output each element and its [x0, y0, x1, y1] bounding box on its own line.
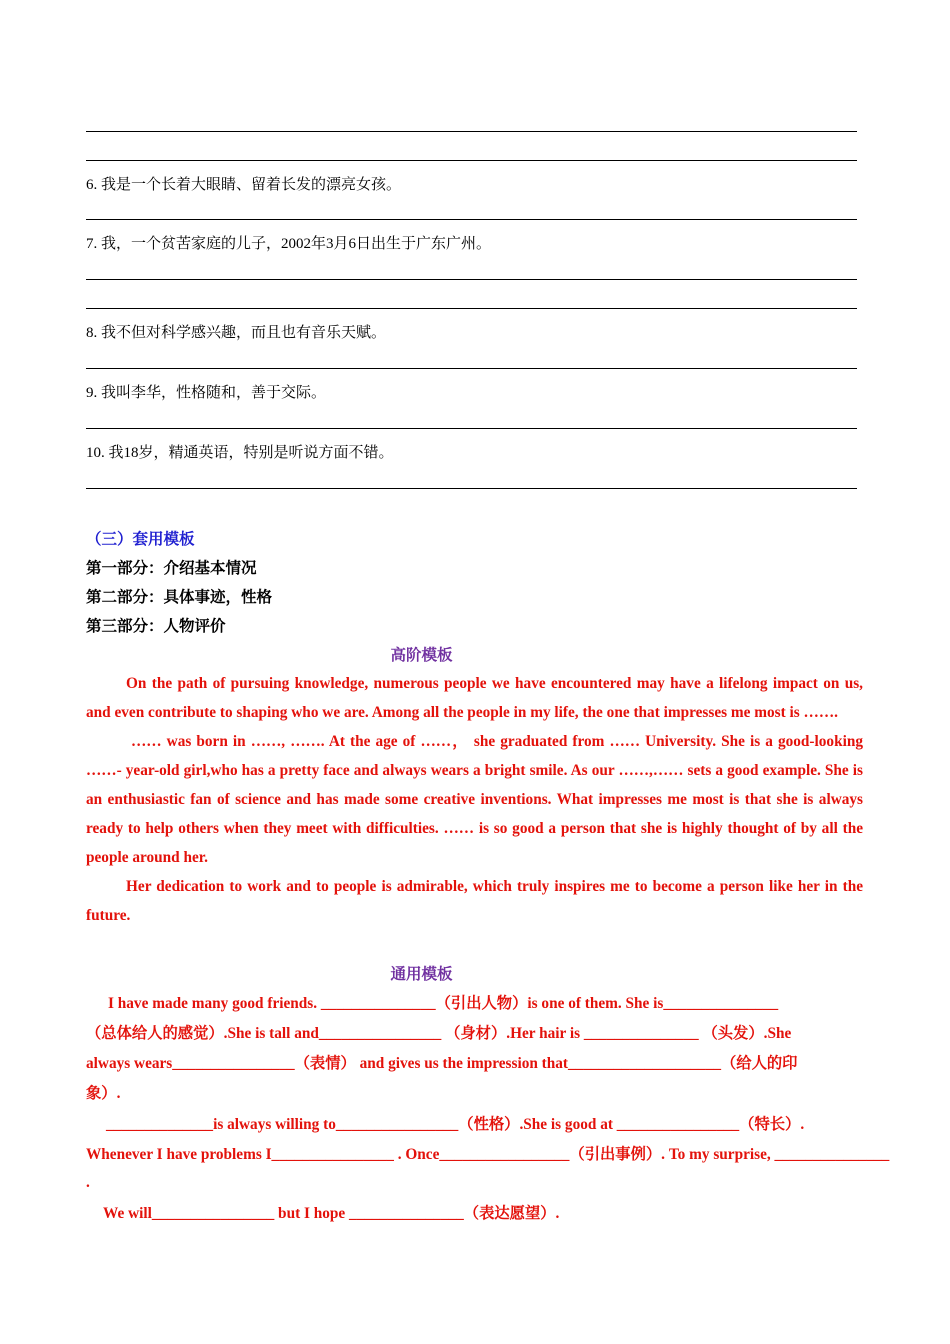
general-line-6: Whenever I have problems I________________ . Once_________________（引出事例）. To my surprise, _______________: [86, 1146, 890, 1163]
general-line-7: .: [86, 1174, 90, 1191]
question-7: 7. 我，一个贫苦家庭的儿子，2002年3月6日出生于广东广州。: [86, 236, 492, 252]
part-3-heading: 第三部分：人物评价: [86, 618, 226, 635]
answer-line: [86, 488, 857, 489]
advanced-template-body: [86, 669, 863, 930]
advanced-template-heading: 高阶模板: [390, 647, 453, 664]
part-2-heading: 第二部分：具体事迹，性格: [86, 589, 273, 606]
general-line-4: 象）.: [86, 1085, 121, 1102]
question-6: 6. 我是一个长着大眼睛、留着长发的漂亮女孩。: [86, 177, 402, 193]
advanced-paragraph-1: On the path of pursuing knowledge, numerous people we have encountered may have a lifelong impact on us, and even contribute to shaping who we are. Among all the people in my life, the one that impresses me most is …….: [86, 675, 863, 721]
advanced-paragraph-2: …… was born in ……, ……. At the age of ……， she graduated from …… University. She is a good-looking ……- year-old girl,who has a pretty face and always wears a bright smile. As our ……,…… sets a good example. She is an enthusiastic fan of science and has made some creative inventions. What impresses me most is that she is always ready to help others when they meet with difficulties. …… is so good a person that she is highly thought of by all the people around her.: [86, 733, 863, 866]
answer-line: [86, 160, 857, 161]
question-9: 9. 我叫李华，性格随和，善于交际。: [86, 385, 327, 401]
general-line-2: （总体给人的感觉）.She is tall and________________ （身材）.Her hair is _______________ （头发）.She: [86, 1025, 792, 1042]
answer-line: [86, 428, 857, 429]
question-8: 8. 我不但对科学感兴趣，而且也有音乐天赋。: [86, 325, 387, 341]
general-line-5: ______________is always willing to________________（性格）.She is good at ________________（特长）.: [106, 1116, 805, 1133]
advanced-paragraph-3: Her dedication to work and to people is admirable, which truly inspires me to become a person like her in the future.: [86, 878, 863, 924]
part-1-heading: 第一部分：介绍基本情况: [86, 560, 257, 577]
answer-line: [86, 308, 857, 309]
general-line-8: We will________________ but I hope _______________（表达愿望）.: [103, 1205, 560, 1222]
answer-line: [86, 279, 857, 280]
section-title: （三）套用模板: [86, 531, 195, 548]
general-line-1: I have made many good friends. _______________（引出人物）is one of them. She is_______________: [108, 995, 779, 1012]
question-10: 10. 我18岁，精通英语，特别是听说方面不错。: [86, 445, 394, 461]
general-template-heading: 通用模板: [390, 966, 453, 983]
answer-line: [86, 368, 857, 369]
general-line-3: always wears________________（表情） and gives us the impression that____________________（给人的印: [86, 1055, 798, 1072]
answer-line: [86, 131, 857, 132]
answer-line: [86, 219, 857, 220]
